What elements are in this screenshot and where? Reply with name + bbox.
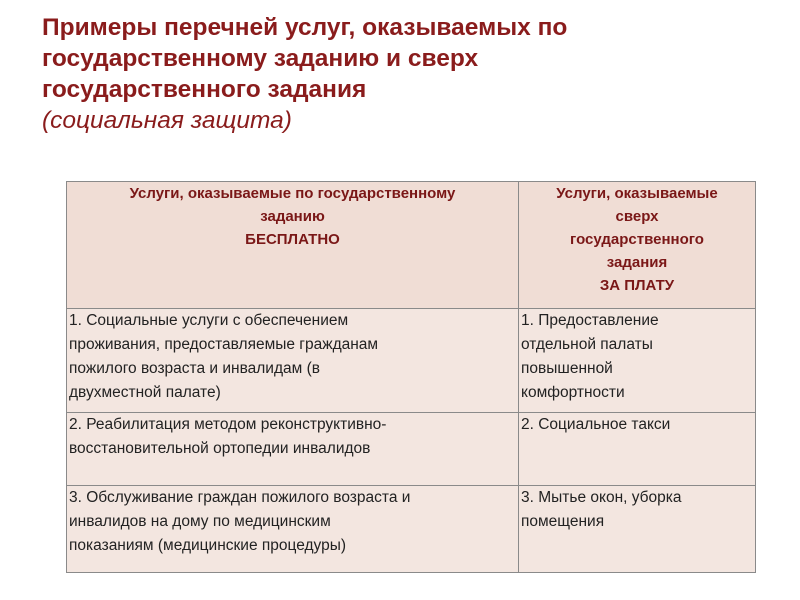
header-line: задания <box>606 254 668 271</box>
header-line: Услуги, оказываемые <box>556 185 718 202</box>
header-line: ЗА ПЛАТУ <box>599 277 675 294</box>
table-row <box>67 486 756 573</box>
cell-line: повышенной <box>521 360 613 377</box>
slide-subtitle: (социальная защита) <box>42 107 292 134</box>
paid-service-cell <box>519 413 756 486</box>
free-service-cell <box>67 309 519 413</box>
title-line-1: Примеры перечней услуг, оказываемых по <box>42 14 568 41</box>
cell-line: 2. Социальное такси <box>521 416 671 433</box>
cell-line: 2. Реабилитация методом реконструктивно- <box>69 416 387 433</box>
cell-line: инвалидов на дому по медицинским <box>69 513 331 530</box>
cell-line: 3. Мытье окон, уборка <box>521 489 682 506</box>
cell-line: помещения <box>521 513 605 530</box>
header-line: заданию <box>260 208 325 225</box>
header-line: БЕСПЛАТНО <box>245 231 340 248</box>
cell-line: комфортности <box>521 384 625 401</box>
free-service-cell <box>67 413 519 486</box>
header-line: Услуги, оказываемые по государственному <box>129 185 456 202</box>
cell-line: 3. Обслуживание граждан пожилого возраста и <box>69 489 411 506</box>
cell-line: восстановительной ортопедии инвалидов <box>69 440 371 457</box>
table-header-row <box>67 182 756 309</box>
cell-line: 1. Социальные услуги с обеспечением <box>69 312 349 329</box>
cell-line: двухместной палате) <box>69 384 221 401</box>
title-line-2: государственному заданию и сверх <box>42 45 479 72</box>
cell-line: отдельной палаты <box>521 336 653 353</box>
title-line-3: государственного задания <box>42 76 367 103</box>
cell-line: показаниям (медицинские процедуры) <box>69 537 347 554</box>
free-service-cell <box>67 486 519 573</box>
header-line: государственного <box>570 231 704 248</box>
services-table <box>66 181 756 573</box>
header-line: сверх <box>615 208 659 225</box>
paid-service-cell <box>519 309 756 413</box>
cell-line: 1. Предоставление <box>521 312 659 329</box>
header-free-services <box>67 182 519 309</box>
cell-line: проживания, предоставляемые гражданам <box>69 336 379 353</box>
paid-service-cell <box>519 486 756 573</box>
table-row <box>67 413 756 486</box>
cell-line: пожилого возраста и инвалидам (в <box>69 360 320 377</box>
table-row <box>67 309 756 413</box>
header-paid-services <box>519 182 756 309</box>
slide-title <box>42 12 782 136</box>
